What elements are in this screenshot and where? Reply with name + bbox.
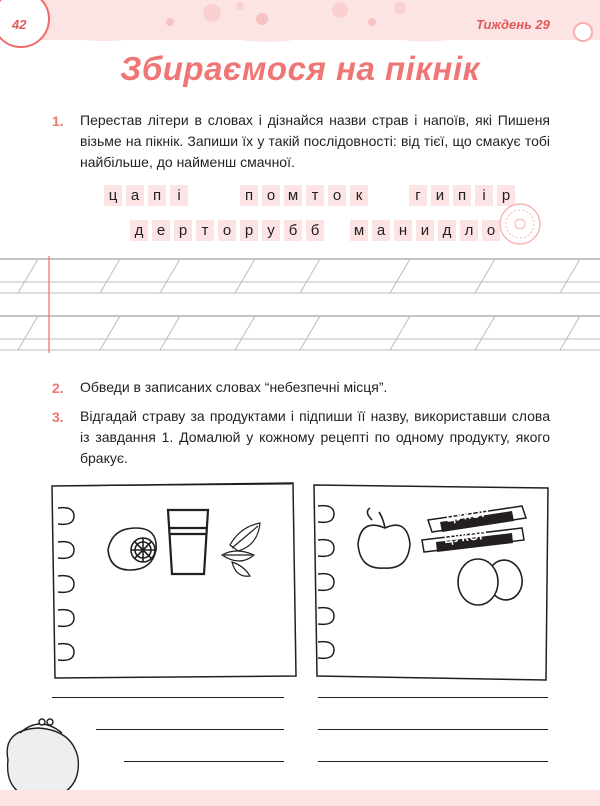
letter-tile: а [126,185,144,206]
page-number: 42 [12,17,27,32]
letter-tile: п [148,185,166,206]
letter-tile: б [284,220,302,241]
recipe-card-left [52,483,296,678]
letter-tile: е [152,220,170,241]
letter-tile: б [306,220,324,241]
task-1-number: 1. [52,113,64,129]
letter-tile: м [284,185,302,206]
letter-tile: і [170,185,188,206]
task-3-text: Відгадай страву за продуктами і підпиши її назву, використавши слова із завдання 1. Домалюй у кожному рецепті по одному продукту, якого бракує. [80,408,550,466]
letter-tile: о [262,185,280,206]
letter-tile: и [431,185,449,206]
letter-tile: т [306,185,324,206]
answer-line-right-1[interactable] [318,697,548,698]
letter-tile: о [482,220,500,241]
week-label: Тиждень 29 [476,17,550,32]
letter-tile: р [240,220,258,241]
purse-icon [7,719,78,800]
sugar-label-bottom: ЦУКОР [443,527,489,547]
letter-tile: д [438,220,456,241]
letter-tile: а [372,220,390,241]
letter-tile: о [218,220,236,241]
answer-line-left-2[interactable] [96,729,284,730]
letter-tile: и [416,220,434,241]
task-3-number: 3. [52,409,64,425]
task-2-number: 2. [52,380,64,396]
letter-tile: т [196,220,214,241]
letter-tile: л [460,220,478,241]
recipe-card-right [314,485,548,680]
answer-line-left-1[interactable] [52,697,284,698]
letter-tile: п [453,185,471,206]
letter-tile: ц [104,185,122,206]
letter-tile: р [497,185,515,206]
answer-line-right-3[interactable] [318,761,548,762]
sugar-label-top: ЦУКОР [445,505,491,525]
letter-tile: у [262,220,280,241]
letter-tile: м [350,220,368,241]
task-1-text: Перестав літери в словах і дізнайся назви страв і напоїв, які Пишеня візьме на пікнік. Запиши їх у такій послідовності: від тієї, що смакує тобі найбільше, до найменш смачної. [80,112,550,170]
letter-tile: о [328,185,346,206]
letter-tile: к [350,185,368,206]
letter-tile: п [240,185,258,206]
letter-tile: д [130,220,148,241]
footer-band [0,790,600,806]
task-2-text: Обведи в записаних словах “небезпечні місця”. [80,379,388,395]
letter-tile: н [394,220,412,241]
letter-tile: р [174,220,192,241]
answer-line-left-3[interactable] [124,761,284,762]
page-title: Збираємося на пікнік [120,50,480,87]
letter-tile: г [409,185,427,206]
letter-tile: і [475,185,493,206]
answer-line-right-2[interactable] [318,729,548,730]
